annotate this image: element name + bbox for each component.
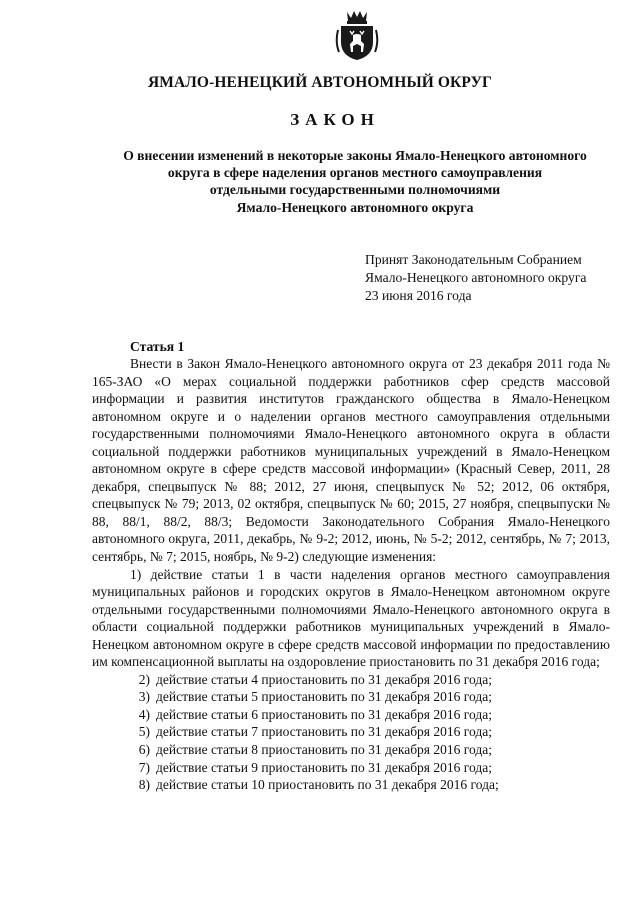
item-text: действие статьи 4 приостановить по 31 декабря 2016 года; — [156, 671, 492, 687]
amendment-list — [92, 671, 610, 794]
item-number: 3) — [138, 689, 150, 705]
item-text: действие статьи 7 приостановить по 31 декабря 2016 года; — [156, 724, 492, 740]
list-item — [92, 723, 610, 741]
adoption-line: 23 июня 2016 года — [365, 288, 472, 303]
article-body — [92, 355, 610, 794]
item-text: действие статьи 6 приостановить по 31 декабря 2016 года; — [156, 706, 492, 722]
list-item: 1) действие статьи 1 в части наделения органов местного самоуправления муниципальных районов и городских округов в Ямало-Ненецком автономном округе отдельными государственными полномочиями Ямало-Ненецкого автономного округа в области социальной поддержки работников муниципальных учреждений в Ямало-Ненецком автономном округе в сфере средств массовой информации по предоставлению им компенсационной выплаты на оздоровление приостановить по 31 декабря 2016 года; — [92, 566, 610, 670]
item-number: 6) — [138, 742, 150, 758]
list-item — [92, 759, 610, 777]
list-item — [92, 671, 610, 689]
list-item — [92, 776, 610, 794]
item-text: действие статьи 9 приостановить по 31 декабря 2016 года; — [156, 759, 492, 775]
article-title: Статья 1 — [130, 339, 185, 354]
item-number: 8) — [138, 777, 150, 793]
adoption-line: Принят Законодательным Собранием — [365, 252, 582, 267]
subtitle-line: О внесении изменений в некоторые законы Ямало-Ненецкого автономного — [123, 148, 587, 163]
list-item — [92, 741, 610, 759]
subtitle-line: округа в сфере наделения органов местного самоуправления — [167, 165, 543, 181]
adoption-line: Ямало-Ненецкого автономного округа — [365, 270, 587, 285]
subtitle-line: Ямало-Ненецкого автономного округа — [236, 199, 474, 215]
article-intro: Внести в Закон Ямало-Ненецкого автономного округа от 23 декабря 2011 года № 165-ЗАО «О мерах социальной поддержки работников сфер средств массовой информации и развития институтов гражданского общества в Ямало-Ненецком автономном округе и о наделении органов местного самоуправления отдельными государственными полномочиями Ямало-Ненецкого автономного округа в области социальной поддержки работников муниципальных учреждений в Ямало-Ненецком автономном округе в сфере средств массовой информации» (Красный Север, 2011, 28 декабря, спецвыпуск № 88; 2012, 27 июня, спецвыпуск № 52; 2012, 06 октября, спецвыпуск № 79; 2013, 02 октября, спецвыпуск № 60; 2015, 27 ноября, спецвыпуски № 88, 88/1, 88/2, 88/3; Ведомости Законодательного Собрания Ямало-Ненецкого автономного округа, 2011, декабрь, № 9-2; 2012, июнь, № 5-2; 2012, сентябрь, № 7; 2013, сентябрь, № 7; 2015, ноябрь, № 9-2) следующие изменения: — [92, 356, 610, 565]
item-number: 5) — [138, 724, 150, 740]
list-item — [92, 706, 610, 724]
region-title: ЯМАЛО-НЕНЕЦКИЙ АВТОНОМНЫЙ ОКРУГ — [147, 74, 493, 91]
law-subtitle — [95, 147, 615, 216]
coat-of-arms-icon — [335, 8, 379, 62]
item-number: 2) — [138, 671, 150, 687]
document-type: ЗАКОН — [290, 110, 380, 129]
item-number: 7) — [138, 759, 150, 775]
adoption-note — [365, 251, 625, 305]
item-number: 4) — [138, 706, 150, 722]
item-text: действие статьи 8 приостановить по 31 декабря 2016 года; — [156, 742, 492, 758]
item-text: действие статьи 5 приостановить по 31 декабря 2016 года; — [156, 689, 492, 705]
subtitle-line: отдельными государственными полномочиями — [209, 182, 501, 198]
list-item — [92, 688, 610, 706]
item-text: действие статьи 10 приостановить по 31 декабря 2016 года; — [156, 777, 499, 793]
